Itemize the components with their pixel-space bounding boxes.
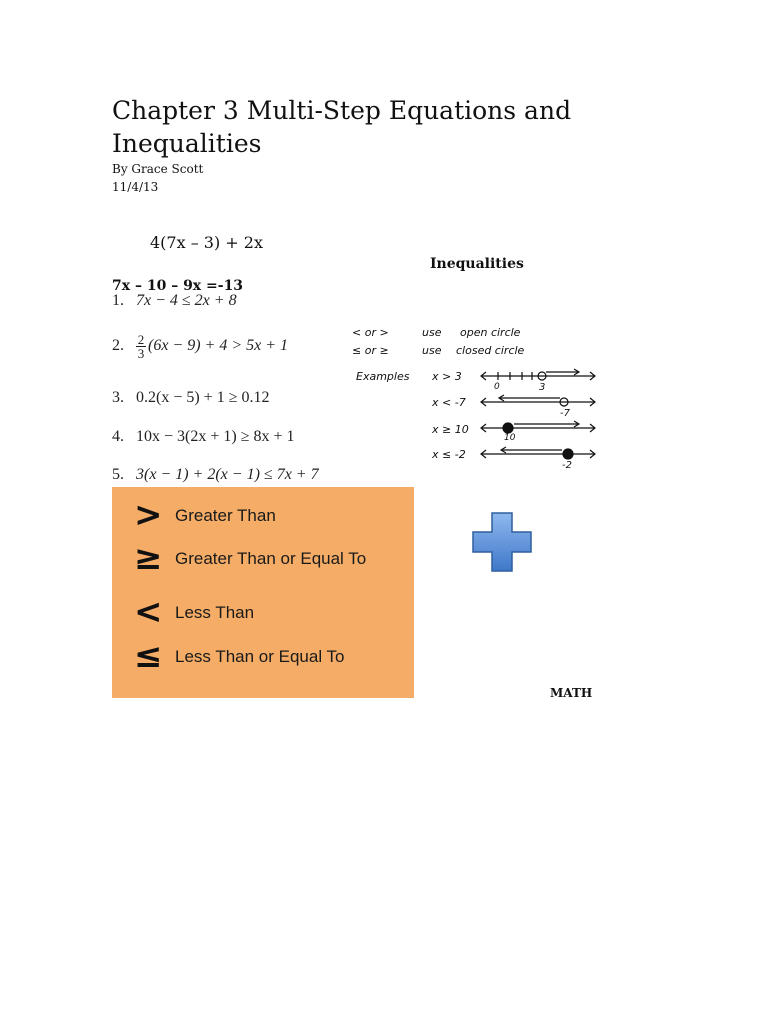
greater-than-symbol: > (134, 495, 163, 535)
note-use: use (422, 326, 442, 339)
inequality-symbols-panel (112, 487, 414, 698)
number-line-mark: -2 (562, 460, 572, 471)
number-line-mark: -7 (560, 408, 570, 419)
example-label: x ≤ -2 (432, 448, 466, 461)
greater-equal-symbol: ≥ (134, 538, 163, 578)
author-line: By Grace Scott (112, 162, 204, 176)
document-title: Chapter 3 Multi-Step Equations and Inequalities (112, 96, 572, 158)
handwritten-notes (350, 320, 610, 480)
number-line-zero: 0 (494, 382, 500, 392)
fraction-denominator: 3 (137, 346, 145, 361)
problem-5 (112, 466, 319, 484)
less-than-label: Less Than (175, 603, 255, 622)
greater-than-label: Greater Than (175, 506, 276, 525)
example-label: x > 3 (432, 370, 462, 383)
problem-number: 5. (112, 466, 124, 483)
problem-3 (112, 389, 269, 407)
date-line: 11/4/13 (112, 180, 159, 194)
example-label: x < -7 (432, 396, 466, 409)
fraction (136, 333, 146, 360)
number-line-mark: 10 (504, 433, 516, 443)
inequalities-heading: Inequalities (430, 256, 524, 272)
plus-icon (471, 511, 533, 573)
problem-text: 7x − 4 ≤ 2x + 8 (136, 292, 237, 309)
problem-text: 3(x − 1) + 2(x − 1) ≤ 7x + 7 (136, 466, 319, 483)
expression: 4(7x – 3) + 2x (150, 233, 263, 252)
note-open-circle: open circle (460, 326, 521, 339)
problem-number: 3. (112, 389, 124, 406)
problem-number: 1. (112, 292, 124, 309)
problem-number: 4. (112, 428, 124, 445)
note-examples: Examples (356, 370, 410, 383)
example-label: x ≥ 10 (432, 423, 469, 436)
problem-2 (112, 333, 288, 360)
greater-equal-label: Greater Than or Equal To (175, 549, 367, 568)
note-use: use (422, 344, 442, 357)
less-equal-label: Less Than or Equal To (175, 647, 345, 666)
note-open-symbols: < or > (352, 326, 389, 339)
number-line-mark: 3 (539, 382, 546, 393)
less-than-symbol: < (134, 592, 163, 632)
fraction-numerator: 2 (137, 332, 145, 347)
note-closed-circle: closed circle (456, 344, 525, 357)
problem-4 (112, 428, 295, 446)
problem-text: 10x − 3(2x + 1) ≥ 8x + 1 (136, 428, 295, 445)
problem-1 (112, 292, 237, 310)
less-equal-symbol: ≤ (134, 636, 163, 676)
equation-heading: 7x – 10 – 9x =-13 (112, 278, 244, 294)
problem-text: 0.2(x − 5) + 1 ≥ 0.12 (136, 389, 270, 406)
problem-text: (6x − 9) + 4 > 5x + 1 (148, 337, 289, 355)
note-closed-symbols: ≤ or ≥ (352, 344, 389, 357)
problem-number: 2. (112, 337, 124, 355)
footer-label: MATH (550, 686, 593, 700)
